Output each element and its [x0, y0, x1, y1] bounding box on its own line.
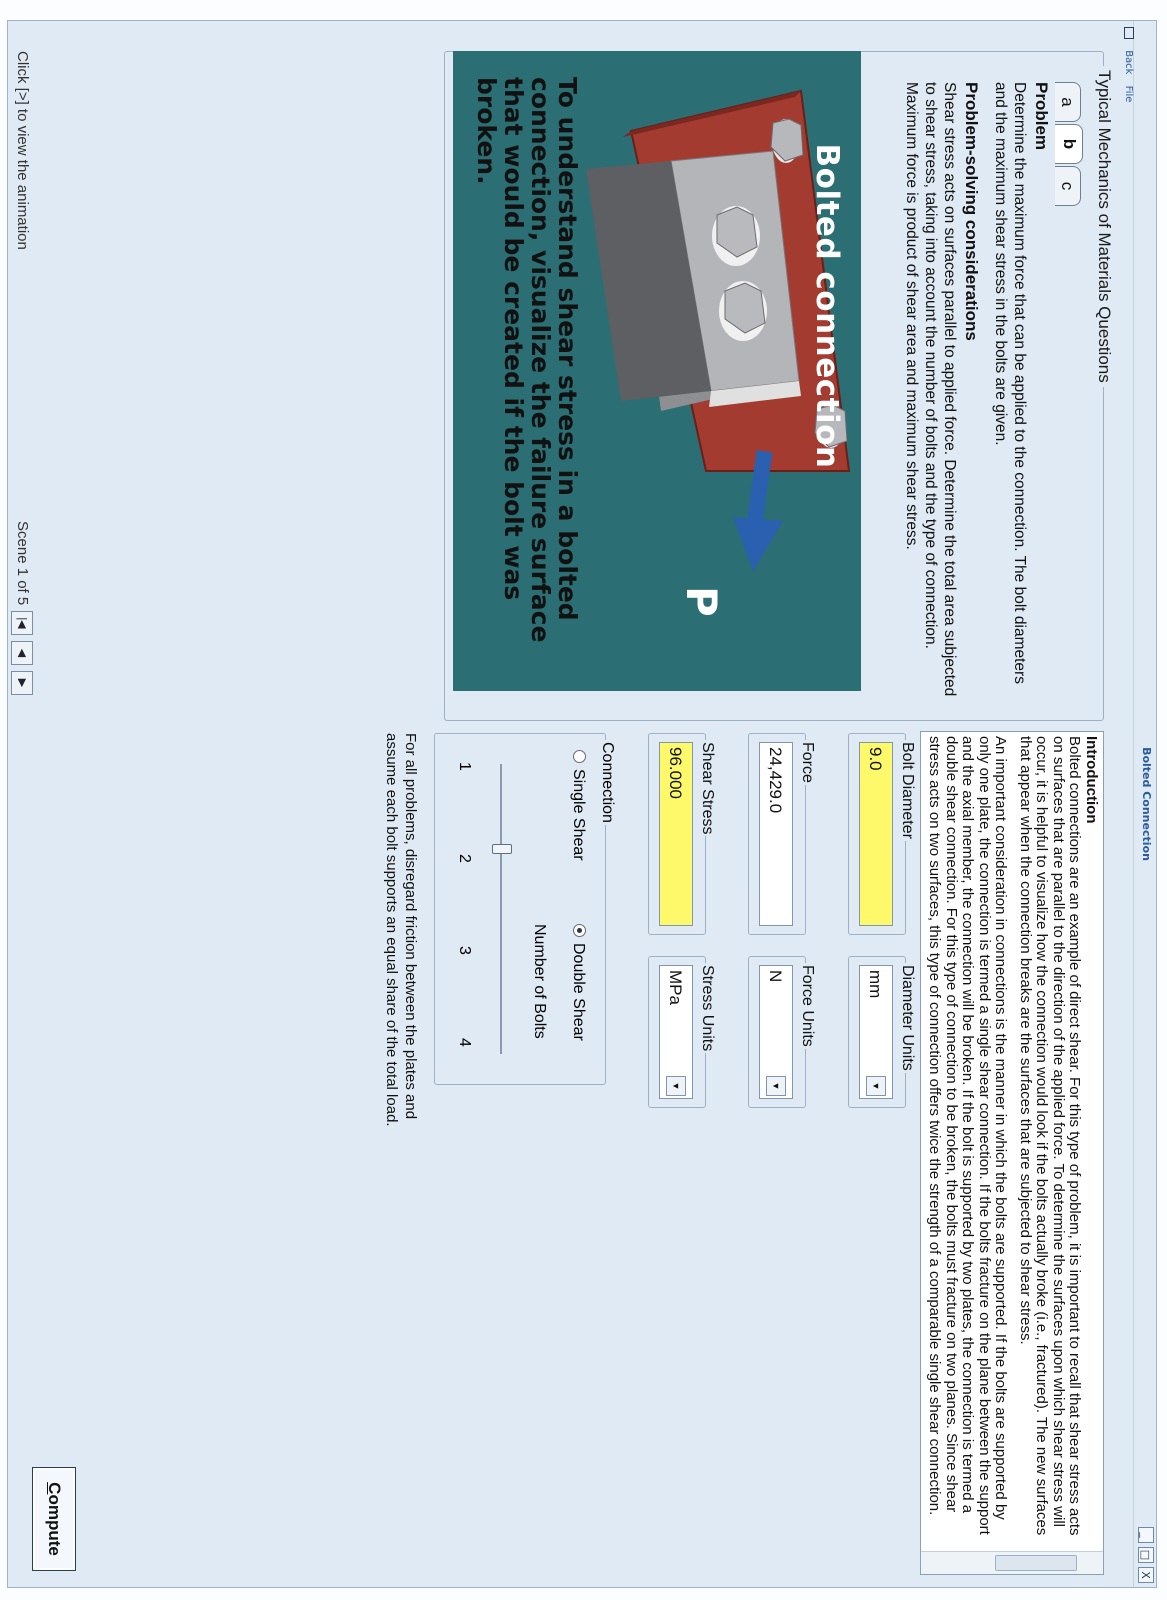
force-units-value: N — [766, 970, 785, 983]
double-shear-label: Double Shear — [570, 943, 587, 1041]
single-shear-radio[interactable] — [569, 750, 587, 861]
number-of-bolts-label: Number of Bolts — [531, 924, 548, 1039]
friction-note: For all problems, disregard friction between the plates and assume each bolt supports an equal share of the total load. — [383, 733, 419, 1127]
minimize-button[interactable]: _ — [1138, 1527, 1154, 1543]
scene-navigation — [11, 51, 31, 691]
bolts-slider-thumb[interactable] — [492, 844, 512, 854]
first-icon: |◀ — [16, 617, 28, 629]
tick-label: 4 — [456, 1038, 473, 1047]
radio-selected-icon — [573, 924, 586, 937]
prev-icon: ◀ — [16, 648, 28, 658]
tab-b[interactable]: b — [1055, 124, 1083, 164]
tick-label: 1 — [456, 762, 473, 771]
introduction-panel[interactable] — [920, 731, 1104, 1575]
force-label-text: Force — [799, 742, 816, 783]
connection-group-holder — [434, 733, 616, 1085]
force-units-group — [748, 956, 816, 1108]
menu-file[interactable]: File — [1123, 85, 1134, 103]
animation-title: Bolted connection — [809, 143, 845, 469]
double-shear-radio[interactable] — [569, 924, 587, 1041]
radio-icon — [573, 750, 586, 763]
tab-a[interactable]: a — [1055, 82, 1081, 122]
animation-panel — [453, 51, 861, 691]
considerations-text: Shear stress acts on surfaces parallel to applied force. Determine the total area subjected to shear stress, taking into account the number of bolts and the type of connection. Maximum force is product of shear area and maximum shear stress. — [903, 82, 958, 697]
stress-units-value: MPa — [666, 970, 685, 1005]
shear-stress-group — [648, 733, 716, 935]
first-scene-button[interactable] — [11, 611, 33, 635]
diameter-units-group — [848, 956, 916, 1108]
prev-scene-button[interactable] — [11, 641, 33, 665]
problem-text: Determine the maximum force that can be applied to the connection. The bolt diameters and the maximum shear stress in the bolts are given. — [992, 82, 1028, 684]
questions-group-label: Typical Mechanics of Materials Questions — [1094, 66, 1114, 387]
scroll-thumb[interactable] — [995, 1555, 1077, 1571]
window-title: Bolted Connection — [1140, 747, 1153, 861]
stress-units-select[interactable] — [659, 965, 693, 1099]
animation-caption: To understand shear stress in a bolted connection, visualize the failure surface that would be created if the bolt was broken. — [472, 77, 582, 643]
title-bar — [1133, 21, 1156, 1587]
menu-bar — [1116, 21, 1134, 1587]
intro-paragraph-1: Bolted connections are an example of direct shear. For this type of problem, it is important to recall that shear stress acts on surfaces that are parallel to the direction of the applied force. To determine the surfaces upon which shear stress will occur, it is helpful to visualize how the connection would look if the bolts actually broke (i.e., fractured). The new surfaces that appear when the connection breaks are the surfaces that are subjected to shear stress. — [1017, 736, 1084, 1536]
nav-hint: Click [>] to view the animation — [14, 51, 31, 250]
bolts-slider-track[interactable] — [500, 764, 502, 1054]
center-bolt-1 — [712, 206, 760, 266]
introduction-content — [920, 736, 1099, 1548]
next-scene-button[interactable] — [11, 671, 33, 695]
dropdown-icon[interactable]: ▼ — [666, 1076, 686, 1096]
force-units-select[interactable] — [759, 965, 793, 1099]
maximize-button[interactable]: □ — [1138, 1547, 1154, 1563]
compute-mnemonic: C — [45, 1482, 64, 1495]
menu-back[interactable]: Back — [1123, 50, 1134, 75]
scene-counter: Scene 1 of 5 — [14, 521, 31, 606]
single-shear-label: Single Shear — [570, 769, 587, 861]
force-input[interactable]: 24,429.0 — [759, 742, 793, 926]
bolt-diameter-label: Bolt Diameter — [899, 742, 916, 839]
intro-scrollbar[interactable] — [921, 1551, 1103, 1574]
stress-units-label: Stress Units — [699, 965, 716, 1052]
tick-label: 2 — [456, 854, 473, 863]
problem-heading: Problem — [1032, 82, 1051, 151]
shear-stress-label: Shear Stress — [699, 742, 716, 835]
tab-c[interactable]: c — [1055, 166, 1081, 206]
dropdown-icon[interactable]: ▼ — [766, 1076, 786, 1096]
force-group — [748, 733, 816, 935]
app-window — [7, 20, 1157, 1588]
center-bolt-2 — [719, 281, 767, 341]
connection-label: Connection — [599, 742, 616, 823]
dropdown-icon[interactable]: ▼ — [866, 1076, 886, 1096]
diameter-units-select[interactable] — [859, 965, 893, 1099]
shear-stress-input[interactable]: 96.000 — [659, 742, 693, 926]
considerations-heading: Problem-solving considerations — [962, 82, 981, 341]
next-icon: ▶ — [16, 678, 28, 688]
bolt-diameter-group — [848, 733, 916, 935]
diameter-units-value: mm — [866, 970, 885, 999]
close-button[interactable]: X — [1138, 1567, 1154, 1583]
tick-label: 3 — [456, 946, 473, 955]
force-label: P — [677, 586, 726, 617]
compute-label-rest: ompute — [45, 1494, 64, 1556]
intro-paragraph-2: An important consideration in connections is the manner in which the bolts are supported. If the bolts are supported by only one plate, the connection is termed a single shear connection. If the bolts fracture on the plane between the support and the axial member, the connection will be broken. If the bolt is supported by two plates, the connection is termed a double shear connection. For this type of connection to be broken, the bolts must fracture on two planes. Since shear stress acts on two surfaces, this type of connection offers twice the strength of a comparable single shear connection. — [926, 736, 1010, 1535]
compute-button[interactable] — [32, 1467, 76, 1571]
bolt-diameter-input[interactable]: 9.0 — [859, 742, 893, 926]
intro-heading: Introduction — [1083, 736, 1100, 824]
app-icon — [1124, 27, 1134, 39]
diameter-units-label: Diameter Units — [899, 965, 916, 1071]
stress-units-group — [648, 956, 716, 1108]
force-units-label: Force Units — [799, 965, 816, 1047]
